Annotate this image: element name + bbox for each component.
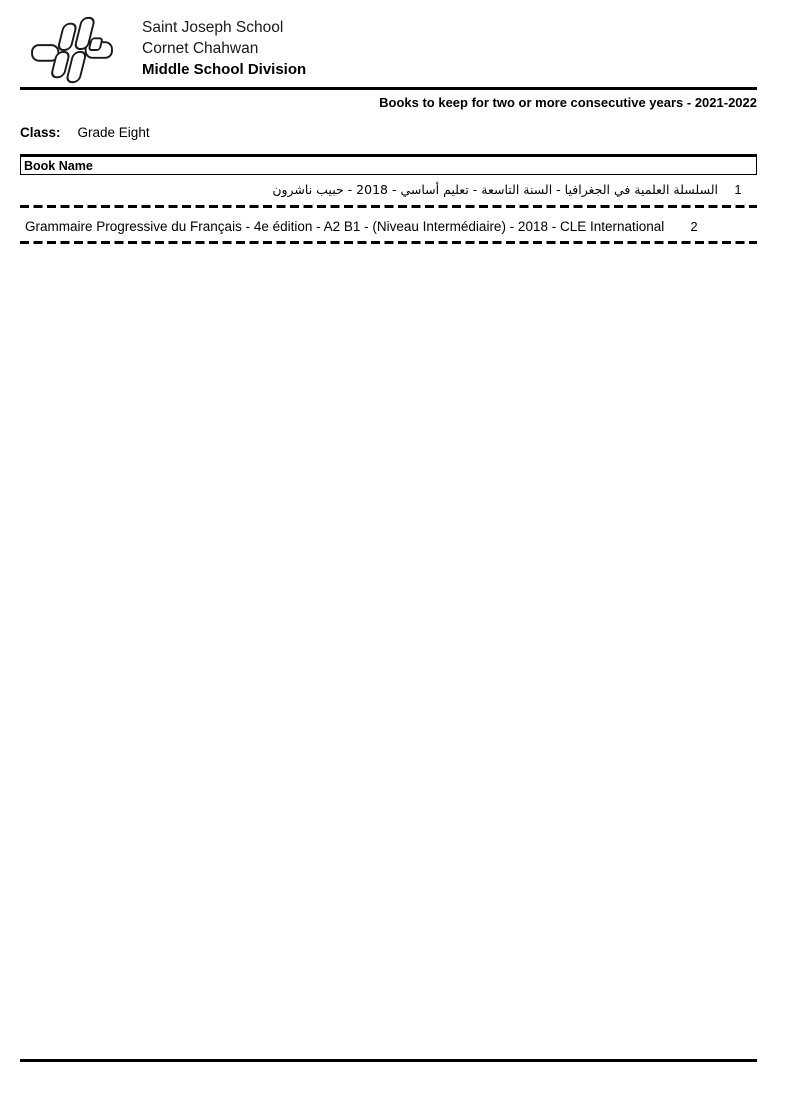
page-bottom-rule <box>20 1059 757 1062</box>
school-name: Saint Joseph School <box>142 19 284 36</box>
class-line <box>20 125 757 141</box>
table-row <box>20 208 757 241</box>
book-number: 2 <box>690 219 698 234</box>
school-logo-icon <box>28 12 116 88</box>
table-row <box>20 175 757 205</box>
letterhead <box>20 12 757 90</box>
book-table <box>20 154 757 244</box>
school-location: Cornet Chahwan <box>142 40 259 57</box>
class-value: Grade Eight <box>77 125 150 140</box>
letterhead-text <box>142 12 306 80</box>
book-table-header: Book Name <box>20 154 757 175</box>
book-name: السلسلة العلمية في الجغرافيا - السنة التاسعة - تعليم أساسي - 2018 - حبيب ناشرون <box>272 182 718 197</box>
class-label: Class: <box>20 125 61 140</box>
row-divider <box>20 241 757 244</box>
school-division: Middle School Division <box>142 61 307 78</box>
book-number: 1 <box>734 182 742 197</box>
book-name: Grammaire Progressive du Français - 4e édition - A2 B1 - (Niveau Intermédiaire) - 2018 - CLE International <box>25 219 665 234</box>
document-title: Books to keep for two or more consecutive years - 2021-2022 <box>379 95 757 110</box>
